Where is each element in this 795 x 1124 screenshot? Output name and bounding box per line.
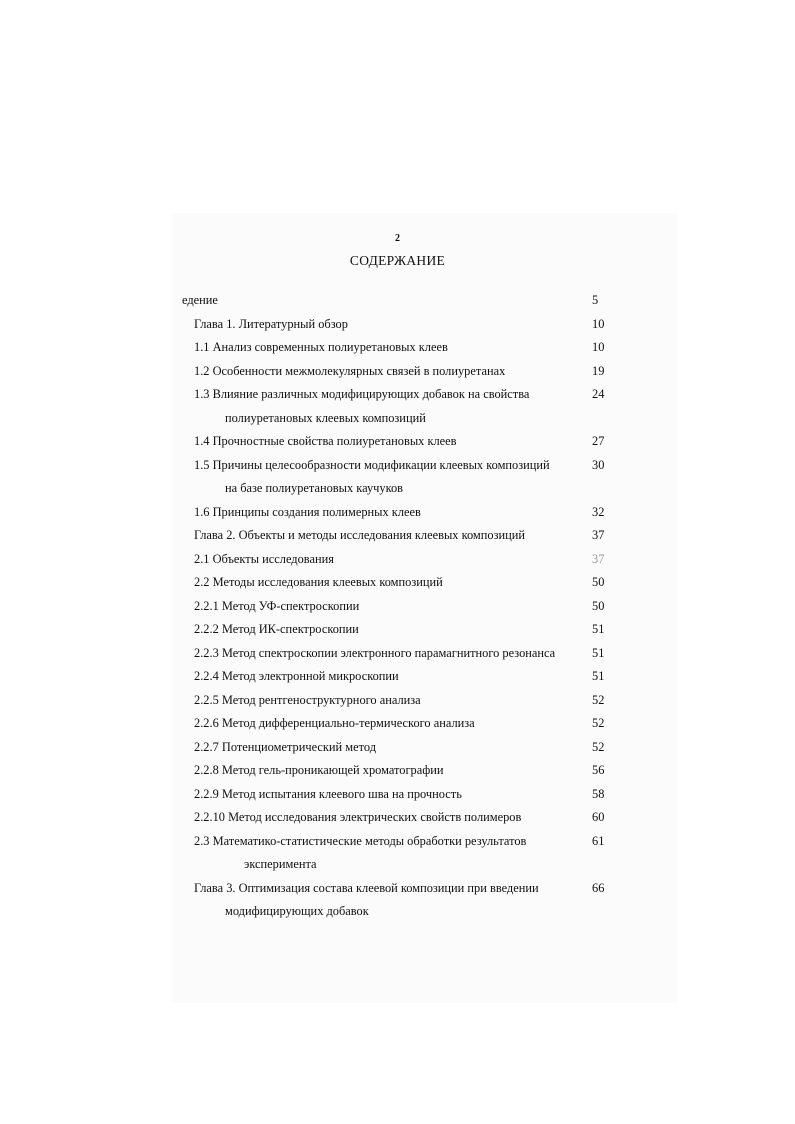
toc-entry-1-5: 1.5 Причины целесообразности модификации клеевых композиций на базе полиуретановых каучуков 30 (182, 454, 622, 501)
toc-entry-chapter-1: Глава 1. Литературный обзор 10 (182, 313, 622, 337)
toc-page-number: 32 (592, 504, 605, 519)
toc-page-number: 24 (592, 387, 605, 401)
toc-page-number: 56 (592, 763, 605, 777)
toc-entry-2-2-1: 2.2.1 Метод УФ-спектроскопии 50 (182, 595, 622, 619)
toc-page-number: 30 (592, 457, 605, 472)
toc-entry-introduction: едение 5 (182, 289, 622, 313)
toc-page-number: 37 (592, 551, 605, 566)
toc-entry-1-3: 1.3 Влияние различных модифицирующих добавок на свойства полиуретановых клеевых композиций 24 (182, 383, 622, 430)
toc-page-number: 10 (592, 340, 605, 354)
toc-entry-2-2-10: 2.2.10 Метод исследования электрических свойств полимеров 60 (182, 806, 622, 830)
toc-entry-2-2-9: 2.2.9 Метод испытания клеевого шва на прочность 58 (182, 783, 622, 807)
toc-page-number: 61 (592, 833, 605, 848)
toc-entry-2-2-6: 2.2.6 Метод дифференциально-термического анализа 52 (182, 712, 622, 736)
table-of-contents (182, 289, 622, 924)
toc-page-number: 52 (592, 716, 605, 730)
toc-page-number: 66 (592, 880, 605, 895)
toc-entry-1-4: 1.4 Прочностные свойства полиуретановых клеев 27 (182, 430, 622, 454)
toc-page-number: 51 (592, 669, 605, 683)
toc-entry-1-1: 1.1 Анализ современных полиуретановых клеев 10 (182, 336, 622, 360)
page-number: 2 (395, 233, 400, 244)
toc-entry-chapter-3: Глава 3. Оптимизация состава клеевой композиции при введении модифицирующих добавок 66 (182, 877, 622, 924)
toc-entry-chapter-2: Глава 2. Объекты и методы исследования клеевых композиций 37 (182, 524, 622, 548)
toc-page-number: 37 (592, 528, 605, 542)
toc-page-number: 60 (592, 810, 605, 824)
toc-entry-2-3: 2.3 Математико-статистические методы обработки результатов эксперимента 61 (182, 830, 622, 877)
toc-page-number: 10 (592, 316, 605, 331)
toc-entry-2-1: 2.1 Объекты исследования 37 (182, 548, 622, 572)
toc-page-number: 51 (592, 622, 605, 636)
toc-page-number: 50 (592, 575, 605, 589)
toc-entry-2-2-7: 2.2.7 Потенциометрический метод 52 (182, 736, 622, 760)
toc-entry-continuation: эксперимента (244, 857, 317, 871)
toc-page-number: 50 (592, 598, 605, 613)
toc-entry-continuation: на базе полиуретановых каучуков (225, 481, 404, 495)
toc-entry-1-6: 1.6 Принципы создания полимерных клеев 32 (182, 501, 622, 525)
toc-entry-2-2-8: 2.2.8 Метод гель-проникающей хроматографии 56 (182, 759, 622, 783)
toc-page-number: 5 (592, 293, 599, 307)
toc-page-number: 58 (592, 786, 605, 801)
toc-entry-2-2-5: 2.2.5 Метод рентгеноструктурного анализа 52 (182, 689, 622, 713)
toc-entry-2-2: 2.2 Методы исследования клеевых композиций 50 (182, 571, 622, 595)
toc-entry-1-2: 1.2 Особенности межмолекулярных связей в полиуретанах 19 (182, 360, 622, 384)
toc-entry-2-2-4: 2.2.4 Метод электронной микроскопии 51 (182, 665, 622, 689)
toc-entry-2-2-2: 2.2.2 Метод ИК-спектроскопии 51 (182, 618, 622, 642)
toc-entry-continuation: полиуретановых клеевых композиций (225, 410, 426, 425)
toc-entry-2-2-3: 2.2.3 Метод спектроскопии электронного парамагнитного резонанса 51 (182, 642, 622, 666)
toc-page-number: 51 (592, 645, 605, 660)
toc-page-number: 52 (592, 692, 605, 707)
toc-entry-continuation: модифицирующих добавок (225, 904, 369, 918)
toc-page-number: 52 (592, 739, 605, 754)
toc-title: СОДЕРЖАНИЕ (349, 253, 446, 268)
toc-page-number: 19 (592, 363, 605, 378)
toc-page-number: 27 (592, 434, 605, 448)
